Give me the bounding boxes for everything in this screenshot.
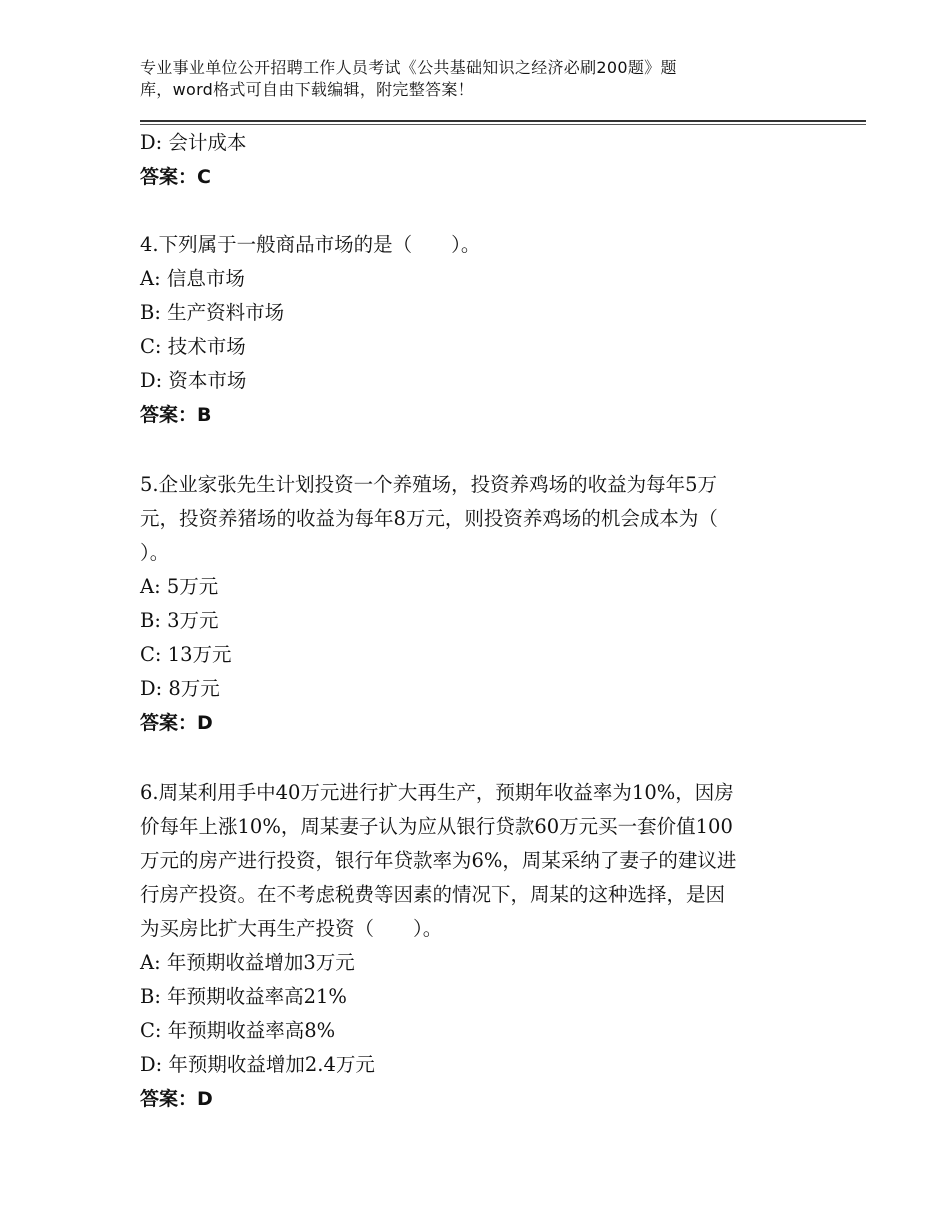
q4-option-b: B: 生产资料市场 (140, 301, 285, 324)
q4-answer: 答案：B (140, 404, 212, 426)
q5-option-b: B: 3万元 (140, 609, 219, 632)
q6-stem-line-5: 为买房比扩大再生产投资（ ）。 (140, 917, 443, 940)
q6-option-c: C: 年预期收益率高8% (140, 1019, 336, 1042)
q6-stem (140, 776, 820, 946)
prev-answer: 答案：C (140, 166, 211, 188)
q4-stem: 4.下列属于一般商品市场的是（ ）。 (140, 233, 481, 256)
q6-option-d: D: 年预期收益增加2.4万元 (140, 1053, 375, 1076)
header-title-line-1: 专业事业单位公开招聘工作人员考试《公共基础知识之经济必刷200题》题 (140, 58, 677, 77)
header-title-line-2: 库，word格式可自由下载编辑，附完整答案！ (140, 80, 474, 99)
q5-answer: 答案：D (140, 712, 213, 734)
q5-stem-line-1: 5.企业家张先生计划投资一个养殖场，投资养鸡场的收益为每年5万 (140, 473, 718, 496)
q5-stem (140, 468, 820, 570)
q6-option-a: A: 年预期收益增加3万元 (140, 951, 355, 974)
q4-option-a: A: 信息市场 (140, 267, 245, 290)
q5-stem-line-3: ）。 (140, 541, 170, 564)
q4-option-c: C: 技术市场 (140, 335, 246, 358)
q5-option-c: C: 13万元 (140, 643, 232, 666)
q6-option-b: B: 年预期收益率高21% (140, 985, 347, 1008)
q5-option-a: A: 5万元 (140, 575, 219, 598)
q5-option-d: D: 8万元 (140, 677, 220, 700)
q6-answer: 答案：D (140, 1088, 213, 1110)
page-header (140, 57, 780, 101)
header-divider-thick (140, 120, 866, 122)
q6-stem-line-2: 价每年上涨10%，周某妻子认为应从银行贷款60万元买一套价值100 (140, 815, 733, 838)
header-divider-thin (140, 124, 866, 125)
prev-option-d: D: 会计成本 (140, 131, 247, 154)
q6-stem-line-3: 万元的房产进行投资，银行年贷款率为6%，周某采纳了妻子的建议进 (140, 849, 737, 872)
q4-option-d: D: 资本市场 (140, 369, 247, 392)
q6-stem-line-1: 6.周某利用手中40万元进行扩大再生产，预期年收益率为10%，因房 (140, 781, 734, 804)
q5-stem-line-2: 元，投资养猪场的收益为每年8万元，则投资养鸡场的机会成本为（ (140, 507, 718, 530)
q6-stem-line-4: 行房产投资。在不考虑税费等因素的情况下，周某的这种选择，是因 (140, 883, 726, 906)
